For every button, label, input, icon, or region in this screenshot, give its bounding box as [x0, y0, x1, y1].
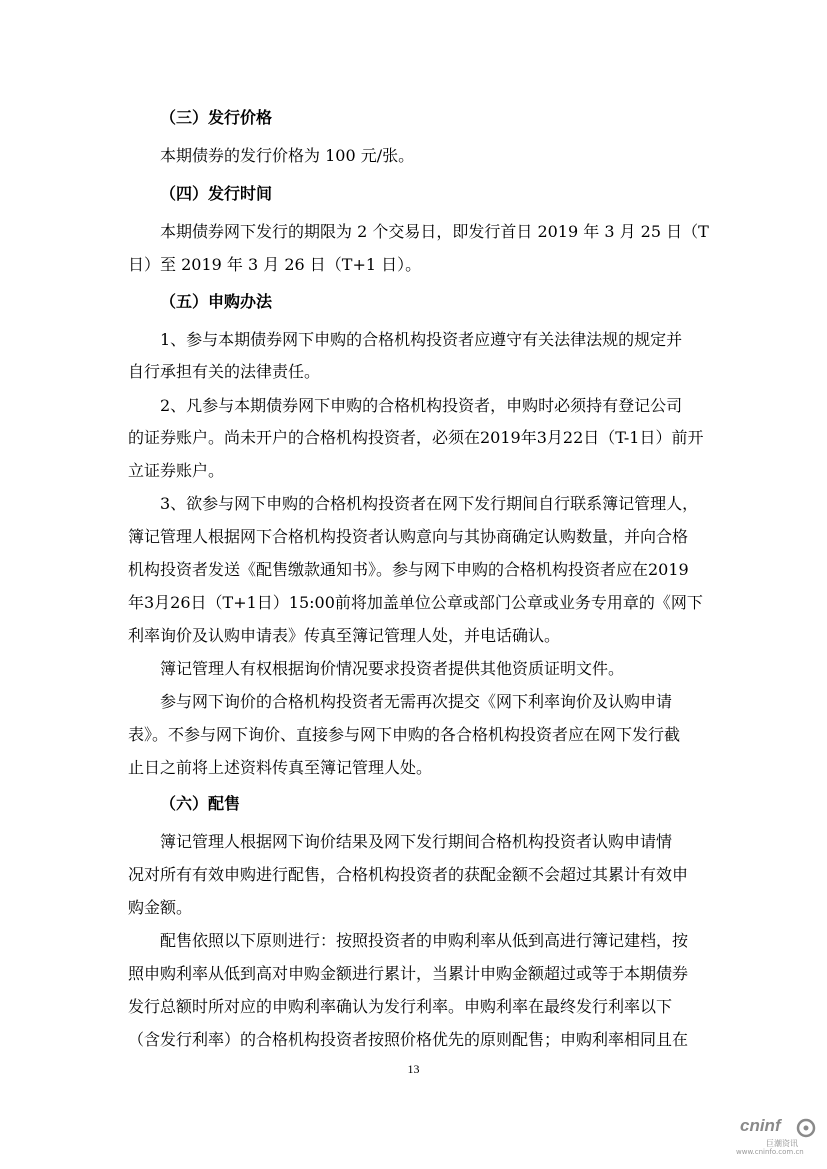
paragraph-line: 簿记管理人根据网下询价结果及网下发行期间合格机构投资者认购申请情 — [160, 832, 673, 851]
paragraph-line: 参与网下询价的合格机构投资者无需再次提交《网下利率询价及认购申请 — [160, 692, 673, 711]
logo-wordmark: cninf — [740, 1116, 781, 1135]
paragraph-line: 照申购利率从低到高对申购金额进行累计，当累计申购金额超过或等于本期债券 — [128, 964, 689, 983]
paragraph-line: 发行总额时所对应的申购利率确认为发行利率。申购利率在最终发行利率以下 — [128, 997, 673, 1016]
section-heading-issue-time: （四）发行时间 — [160, 184, 273, 203]
section-heading-subscription: （五）申购办法 — [160, 292, 273, 311]
paragraph-line: 立证券账户。 — [128, 461, 225, 480]
paragraph-line: 自行承担有关的法律责任。 — [128, 362, 321, 381]
paragraph-line: 止日之前将上述资料传真至簿记管理人处。 — [128, 758, 433, 777]
paragraph-line: 配售依照以下原则进行：按照投资者的申购利率从低到高进行簿记建档，按 — [160, 931, 689, 950]
paragraph-line: 购金额。 — [128, 898, 193, 917]
paragraph-line: （含发行利率）的合格机构投资者按照价格优先的原则配售；申购利率相同且在 — [128, 1030, 689, 1049]
paragraph-line: 表》。不参与网下询价、直接参与网下申购的各合格机构投资者应在网下发行截 — [128, 725, 681, 744]
paragraph-line: 本期债券网下发行的期限为 2 个交易日，即发行首日 2019 年 3 月 25 日（T — [160, 222, 709, 241]
paragraph-line: 日）至 2019 年 3 月 26 日（T+1 日）。 — [128, 255, 422, 274]
paragraph-line: 2、凡参与本期债券网下申购的合格机构投资者，申购时必须持有登记公司 — [160, 396, 683, 415]
logo-url: www.cninfo.com.cn — [736, 1148, 804, 1156]
paragraph-line: 的证券账户。尚未开户的合格机构投资者，必须在2019年3月22日（T-1日）前开 — [128, 428, 704, 447]
paragraph-line: 年3月26日（T+1日）15:00前将加盖单位公章或部门公章或业务专用章的《网下 — [128, 593, 703, 612]
page-number: 13 — [407, 1062, 420, 1076]
paragraph-line: 本期债券的发行价格为 100 元/张。 — [160, 146, 415, 165]
paragraph-line: 机构投资者发送《配售缴款通知书》。参与网下申购的合格机构投资者应在2019 — [128, 560, 689, 579]
logo-subtitle: 巨潮资讯 — [766, 1139, 798, 1148]
paragraph-line: 利率询价及认购申请表》传真至簿记管理人处，并电话确认。 — [128, 626, 561, 645]
paragraph-line: 况对所有有效申购进行配售，合格机构投资者的获配金额不会超过其累计有效申 — [128, 865, 689, 884]
section-heading-allotment: （六）配售 — [160, 794, 241, 813]
logo-swirl-icon — [796, 1118, 816, 1138]
cninfo-logo — [736, 1116, 820, 1160]
section-heading-issue-price: （三）发行价格 — [160, 108, 273, 127]
paragraph-line: 1、参与本期债券网下申购的合格机构投资者应遵守有关法律法规的规定并 — [160, 330, 683, 349]
paragraph-line: 3、欲参与网下申购的合格机构投资者在网下发行期间自行联系簿记管理人， — [160, 494, 699, 513]
paragraph-line: 簿记管理人根据网下合格机构投资者认购意向与其协商确定认购数量，并向合格 — [128, 527, 689, 546]
paragraph-line: 簿记管理人有权根据询价情况要求投资者提供其他资质证明文件。 — [160, 659, 625, 678]
